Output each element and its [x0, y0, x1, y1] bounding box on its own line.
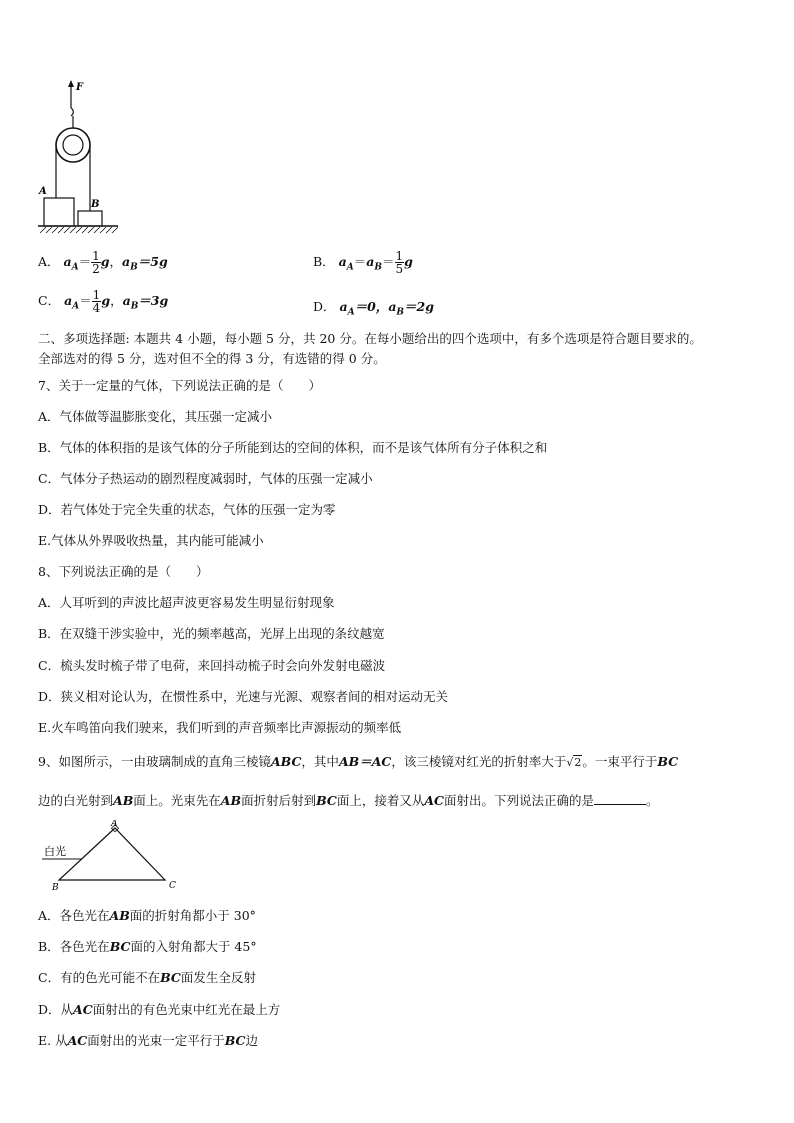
- q7-option-c[interactable]: C．气体分子热运动的剧烈程度减弱时，气体的压强一定减小: [38, 471, 373, 486]
- q9-text: 面上，接着又从: [336, 793, 425, 808]
- subscript: B: [130, 301, 139, 312]
- q8-option-e[interactable]: E.火车鸣笛向我们驶来，我们听到的声音频率比声源振动的频率低: [38, 720, 402, 735]
- option-text: 边: [245, 1033, 259, 1048]
- q9-var: AB＝AC: [338, 754, 392, 769]
- prism-triangle: [59, 828, 165, 880]
- numerator: 1: [92, 288, 101, 302]
- q7-option-a[interactable]: A．气体做等温膨胀变化，其压强一定减小: [38, 409, 273, 424]
- subscript: A: [346, 262, 354, 273]
- label-a: A: [111, 820, 118, 829]
- q6-option-c[interactable]: [38, 289, 168, 314]
- symbol-a: a: [64, 293, 73, 308]
- subscript: A: [72, 301, 80, 312]
- equals: ＝: [78, 254, 92, 269]
- q8-stem: 8、下列说法正确的是（ ）: [38, 564, 209, 579]
- label-b: B: [52, 883, 59, 892]
- q7-stem: 7、关于一定量的气体，下列说法正确的是（ ）: [38, 378, 321, 393]
- q9-text: 。一束平行于: [582, 754, 658, 769]
- denominator: 4: [92, 301, 101, 315]
- q6-option-b[interactable]: [313, 250, 413, 275]
- denominator: 5: [395, 262, 404, 276]
- q9-option-c[interactable]: [38, 968, 256, 986]
- option-var: BC: [109, 939, 131, 954]
- q6-option-d[interactable]: [313, 297, 434, 318]
- answer-blank[interactable]: [594, 794, 646, 805]
- option-letter: C．: [38, 293, 61, 308]
- option-text: B．各色光在: [38, 939, 110, 954]
- q9-option-b[interactable]: [38, 937, 257, 955]
- section2-line1: 二、多项选择题: 本题共 4 小题，每小题 5 分，共 20 分。在每小题给出的四个选项中，有多个选项是符合题目要求的。: [38, 331, 702, 346]
- option-text: 面射出的有色光束中红光在最上方: [92, 1002, 281, 1017]
- label-f: F: [76, 82, 84, 93]
- q8-option-d[interactable]: D．狭义相对论认为，在惯性系中，光速与光源、观察者间的相对运动无关: [38, 689, 449, 704]
- separator: ，: [109, 254, 123, 269]
- option-text: 面射出的光束一定平行于: [87, 1033, 225, 1048]
- equals: ＝: [382, 254, 395, 269]
- option-text: E. 从: [38, 1033, 68, 1048]
- sqrt-radicand: 2: [574, 756, 582, 769]
- q9-text: ，该三棱镜对红光的折射率大于: [391, 754, 567, 769]
- equals: ＝: [353, 254, 367, 269]
- q8-option-a[interactable]: A．人耳听到的声波比超声波更容易发生明显衍射现象: [38, 595, 335, 610]
- separator: ，: [110, 293, 123, 308]
- q9-stem-line2: [38, 791, 659, 809]
- option-var: BC: [160, 970, 181, 985]
- option-var: AB: [109, 908, 130, 923]
- symbol-a: a: [338, 254, 347, 269]
- q9-text: 面上。光束先在: [133, 793, 221, 808]
- q9-option-e[interactable]: [38, 1031, 258, 1049]
- numerator: 1: [92, 249, 100, 263]
- value: ＝0，: [354, 299, 389, 314]
- subscript: B: [130, 262, 138, 273]
- q7-option-e[interactable]: E.气体从外界吸收热量，其内能可能减小: [38, 533, 264, 548]
- option-text: 面的入射角都大于 45°: [130, 939, 257, 954]
- pulley-hook: [71, 108, 73, 116]
- value: ＝5g: [137, 254, 168, 269]
- q6-option-a[interactable]: [38, 250, 168, 275]
- option-var: AC: [73, 1002, 93, 1017]
- label-b: B: [91, 199, 100, 210]
- option-text: C．有的色光可能不在: [38, 970, 161, 985]
- symbol-g: g: [100, 254, 110, 269]
- pulley-figure: [36, 78, 126, 240]
- q7-option-b[interactable]: B．气体的体积指的是该气体的分子所能到达的空间的体积，而不是该气体所有分子体积之和: [38, 440, 548, 455]
- q9-var: AB: [220, 793, 242, 808]
- option-letter: B．: [313, 254, 335, 269]
- q9-text: 。: [646, 793, 659, 808]
- section2-line2: 全部选对的得 5 分，选对但不全的得 3 分，有选错的得 0 分。: [38, 351, 386, 366]
- value: ＝2g: [404, 299, 434, 314]
- subscript: B: [374, 262, 382, 273]
- option-letter: D．: [313, 299, 336, 314]
- sqrt-symbol: √2: [566, 756, 582, 769]
- q8-option-c[interactable]: C．梳头发时梳子带了电荷，来回抖动梳子时会向外发射电磁波: [38, 658, 386, 673]
- option-text: 面的折射角都小于 30°: [129, 908, 256, 923]
- label-c: C: [169, 881, 176, 891]
- option-var: BC: [224, 1033, 246, 1048]
- block-b: [78, 211, 102, 226]
- fraction: [91, 250, 101, 275]
- option-text: A．各色光在: [38, 908, 110, 923]
- option-letter: A．: [38, 254, 60, 269]
- symbol-a: a: [63, 254, 72, 269]
- q9-var: ABC: [270, 754, 302, 769]
- symbol-g: g: [404, 254, 413, 269]
- q7-option-d[interactable]: D．若气体处于完全失重的状态，气体的压强一定为零: [38, 502, 336, 517]
- pulley-wheel: [56, 128, 90, 162]
- option-text: D．从: [38, 1002, 74, 1017]
- symbol-g: g: [101, 293, 111, 308]
- option-text: 面发生全反射: [180, 970, 256, 985]
- fraction: [395, 250, 405, 275]
- force-arrowhead: [68, 80, 74, 87]
- block-a: [44, 198, 74, 226]
- symbol-a: a: [122, 254, 131, 269]
- q9-option-d[interactable]: [38, 1000, 280, 1018]
- equals: ＝: [79, 293, 92, 308]
- subscript: A: [347, 307, 355, 318]
- q9-var: BC: [316, 793, 337, 808]
- label-white-light: 白光: [44, 845, 66, 858]
- symbol-a: a: [388, 299, 397, 314]
- q9-text: 边的白光射到: [38, 793, 114, 808]
- q9-option-a[interactable]: [38, 906, 256, 924]
- symbol-a: a: [122, 293, 131, 308]
- symbol-a: a: [366, 254, 375, 269]
- denominator: 2: [92, 262, 100, 276]
- option-var: AC: [67, 1033, 88, 1048]
- pulley-axle: [63, 135, 83, 155]
- prism-figure: [38, 820, 188, 892]
- numerator: 1: [395, 249, 404, 263]
- label-a: A: [39, 186, 47, 197]
- q9-text: 面射出。下列说法正确的是: [444, 793, 595, 808]
- q8-option-b[interactable]: B．在双缝干涉实验中，光的频率越高，光屏上出现的条纹越宽: [38, 626, 385, 641]
- q9-text: 9、如图所示，一由玻璃制成的直角三棱镜: [38, 754, 271, 769]
- fraction: [92, 289, 102, 314]
- q9-var: AB: [113, 793, 134, 808]
- subscript: B: [396, 307, 405, 318]
- symbol-a: a: [339, 299, 348, 314]
- value: ＝3g: [138, 293, 169, 308]
- q9-stem-line1: [38, 752, 678, 770]
- q9-text: 面折射后射到: [241, 793, 317, 808]
- q9-var: AC: [424, 793, 444, 808]
- q9-var: BC: [657, 754, 679, 769]
- q9-text: ，其中: [301, 754, 339, 769]
- subscript: A: [71, 262, 79, 273]
